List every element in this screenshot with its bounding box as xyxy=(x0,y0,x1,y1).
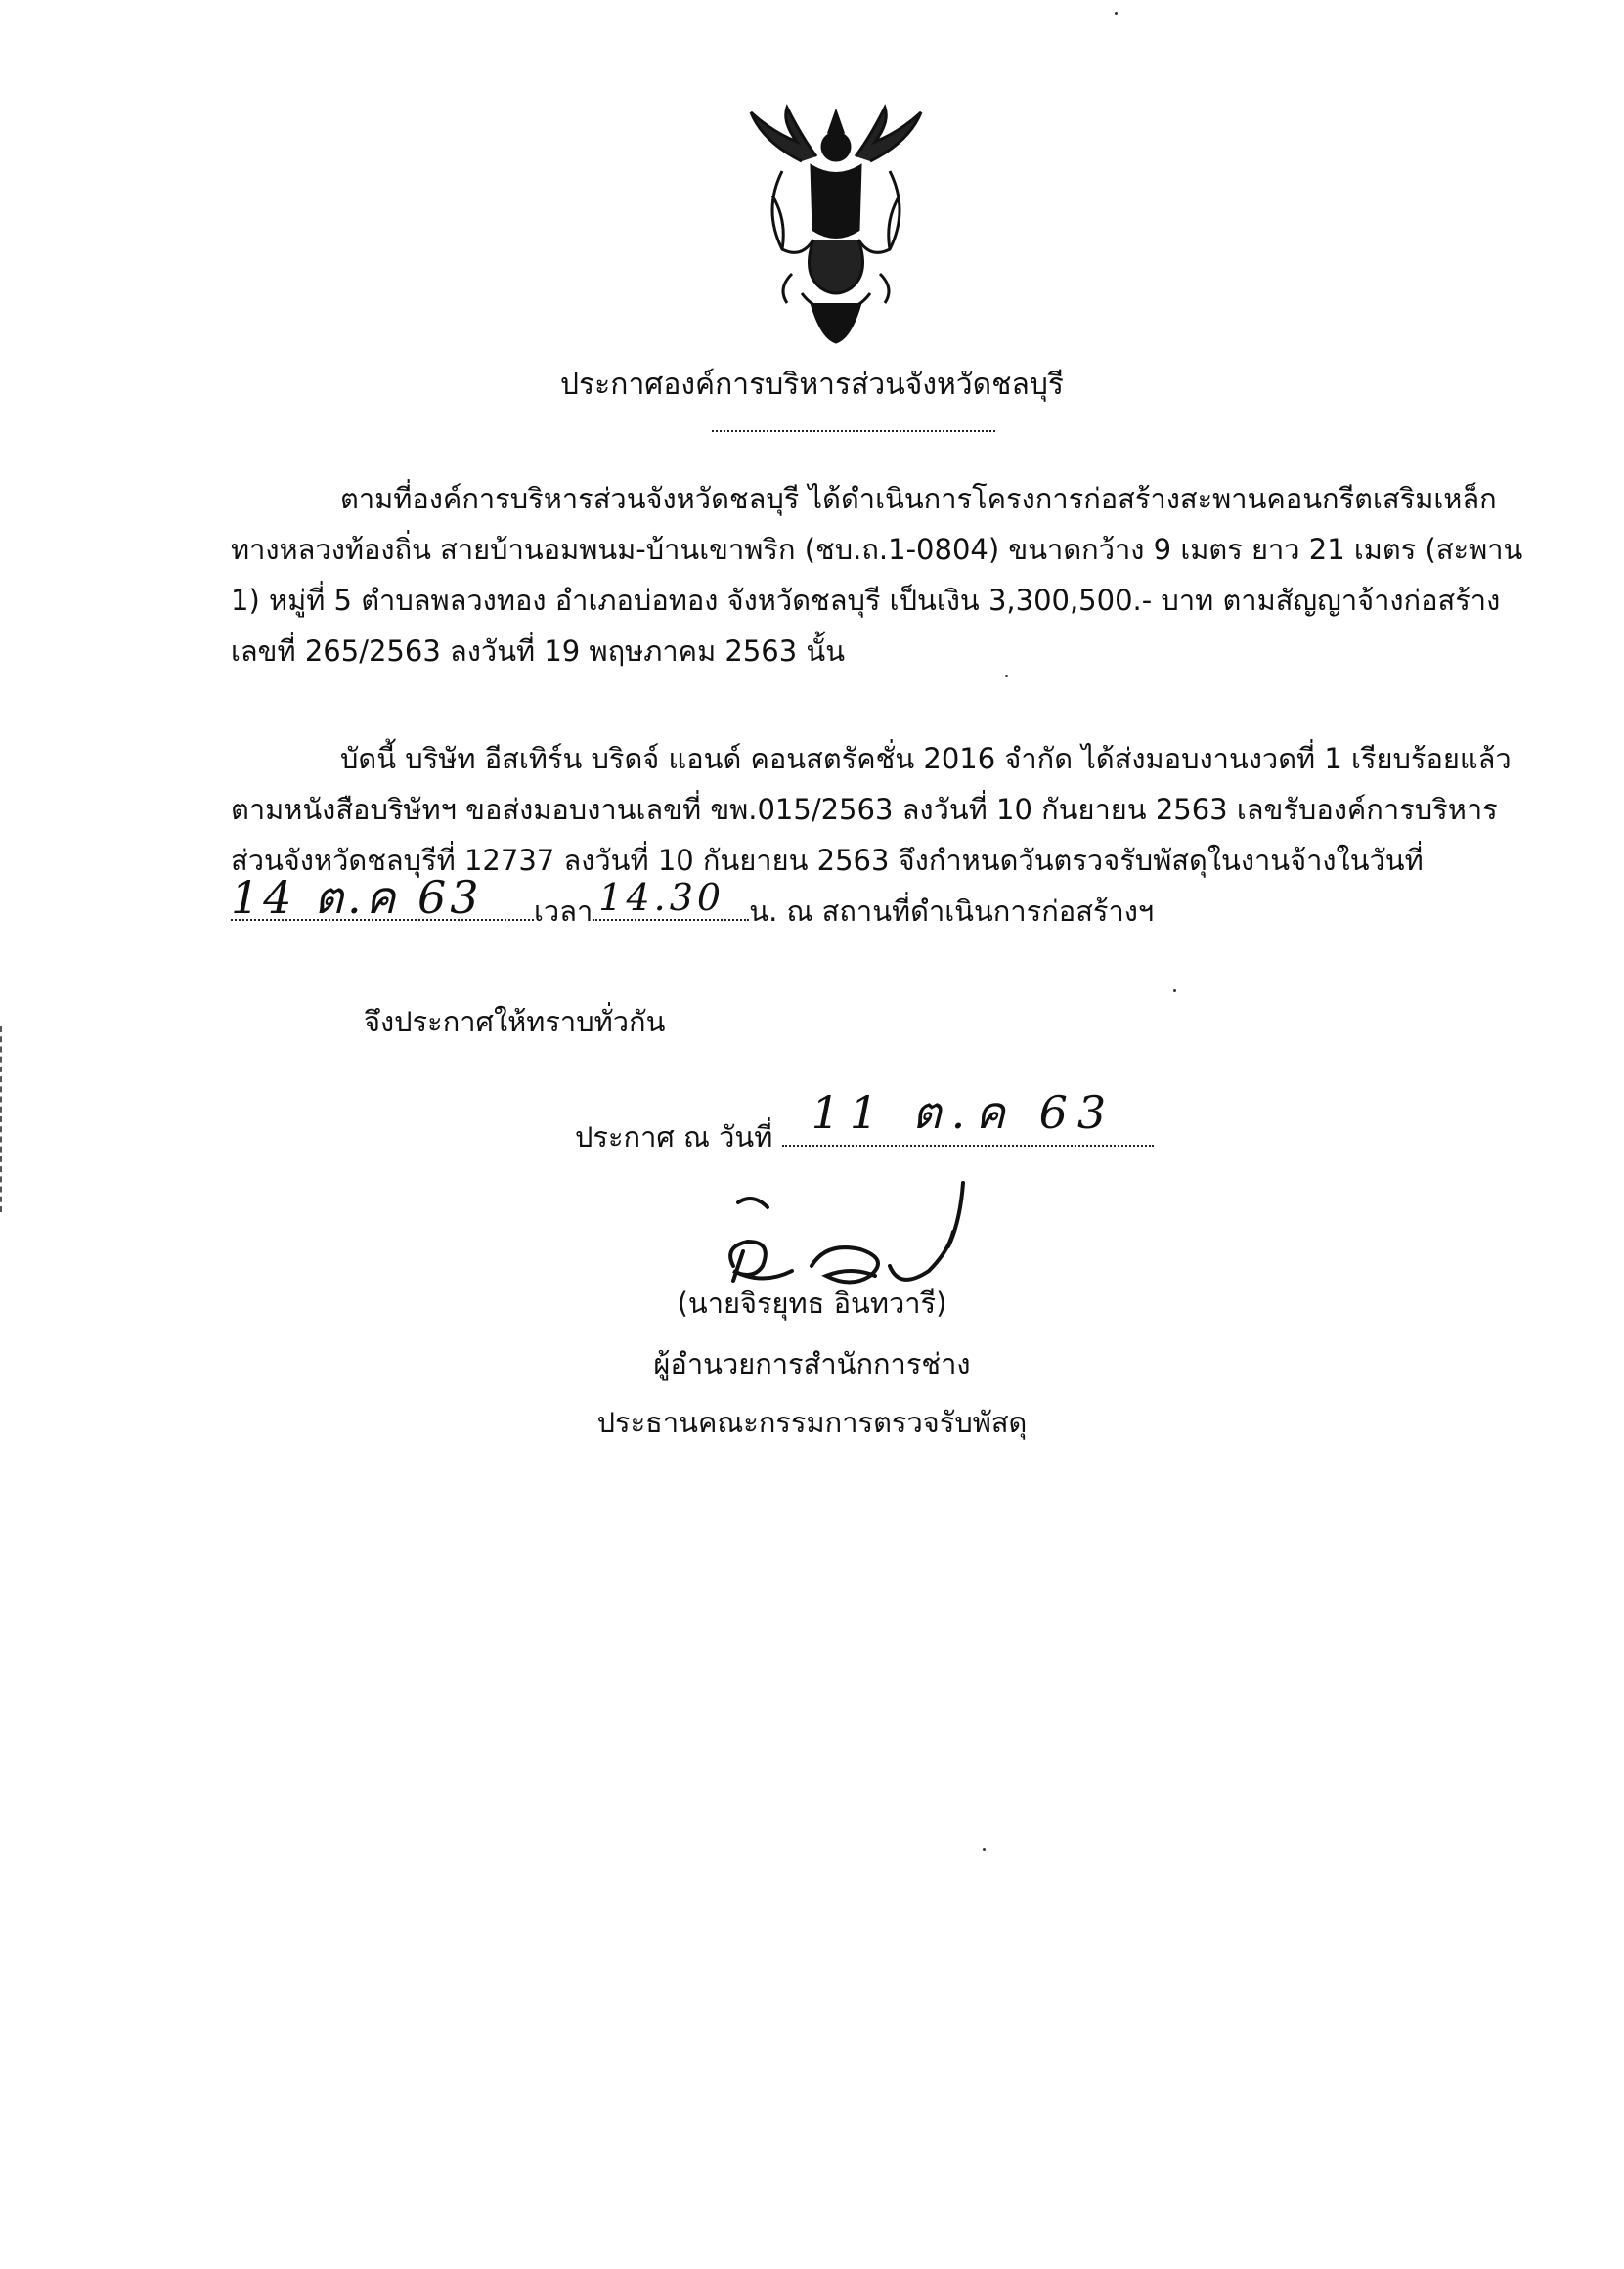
paragraph-line: ส่วนจังหวัดชลบุรีที่ 12737 ลงวันที่ 10 กันยายน 2563 จึงกำหนดวันตรวจรับพัสดุในงานจ้างในวันที่ xyxy=(231,844,1424,877)
time-label: เวลา xyxy=(534,895,593,928)
paragraph-line: ตามที่องค์การบริหารส่วนจังหวัดชลบุรี ได้ดำเนินการโครงการก่อสร้างสะพานคอนกรีตเสริมเหล็ก xyxy=(340,482,1497,515)
location-text: น. ณ สถานที่ดำเนินการก่อสร้างฯ xyxy=(749,895,1155,928)
closing-statement: จึงประกาศให้ทราบทั่วกัน xyxy=(364,1005,666,1038)
document-title: ประกาศองค์การบริหารส่วนจังหวัดชลบุรี xyxy=(560,368,1064,402)
signer-name: (นายจิรยุทธ อินทวารี) xyxy=(677,1287,947,1320)
garuda-emblem-icon xyxy=(743,103,929,347)
paragraph-line: ทางหลวงท้องถิ่น สายบ้านอมพนม-บ้านเขาพริก (ชบ.ถ.1-0804) ขนาดกว้าง 9 เมตร ยาว 21 เมตร (สะพาน xyxy=(231,533,1523,566)
scan-speck xyxy=(1115,12,1118,15)
announce-date-field xyxy=(782,1086,1154,1147)
paragraph-line: ตามหนังสือบริษัทฯ ขอส่งมอบงานเลขที่ ขพ.015/2563 ลงวันที่ 10 กันยายน 2563 เลขรับองค์การบริหาร xyxy=(231,793,1498,826)
paragraph-line: บัดนี้ บริษัท อีสเทิร์น บริดจ์ แอนด์ คอนสตรัคชั่น 2016 จำกัด ได้ส่งมอบงานงวดที่ 1 เรียบร้อยแล้ว xyxy=(340,742,1512,775)
signer-position: ผู้อำนวยการสำนักการช่าง xyxy=(653,1347,971,1380)
scan-speck xyxy=(983,1848,986,1851)
announce-date-label: ประกาศ ณ วันที่ xyxy=(575,1120,773,1154)
handwritten-inspection-time: 14.30 xyxy=(598,876,725,919)
scan-edge-marks xyxy=(0,1026,6,1212)
handwritten-inspection-date: 14 ต.ค 63 xyxy=(231,871,483,924)
paragraph-contract xyxy=(231,473,1523,676)
paragraph-line: 1) หมู่ที่ 5 ตำบลพลวงทอง อำเภอบ่อทอง จังหวัดชลบุรี เป็นเงิน 3,300,500.- บาท ตามสัญญาจ้างก่อสร้าง xyxy=(231,584,1501,617)
paragraph-delivery xyxy=(231,733,1512,937)
scan-speck xyxy=(1173,989,1176,992)
scan-speck xyxy=(1005,675,1008,677)
announce-date-row xyxy=(575,1086,1154,1159)
signer-role: ประธานคณะกรรมการตรวจรับพัสดุ xyxy=(596,1406,1028,1439)
paragraph-line: เลขที่ 265/2563 ลงวันที่ 19 พฤษภาคม 2563 นั้น xyxy=(231,634,846,668)
handwritten-announce-date: 11 ต.ค 63 xyxy=(811,1086,1117,1139)
inspection-date-line xyxy=(231,871,1482,937)
inspection-date-field xyxy=(231,871,534,924)
title-dotted-rule xyxy=(712,430,995,432)
inspection-time-field xyxy=(593,876,749,921)
